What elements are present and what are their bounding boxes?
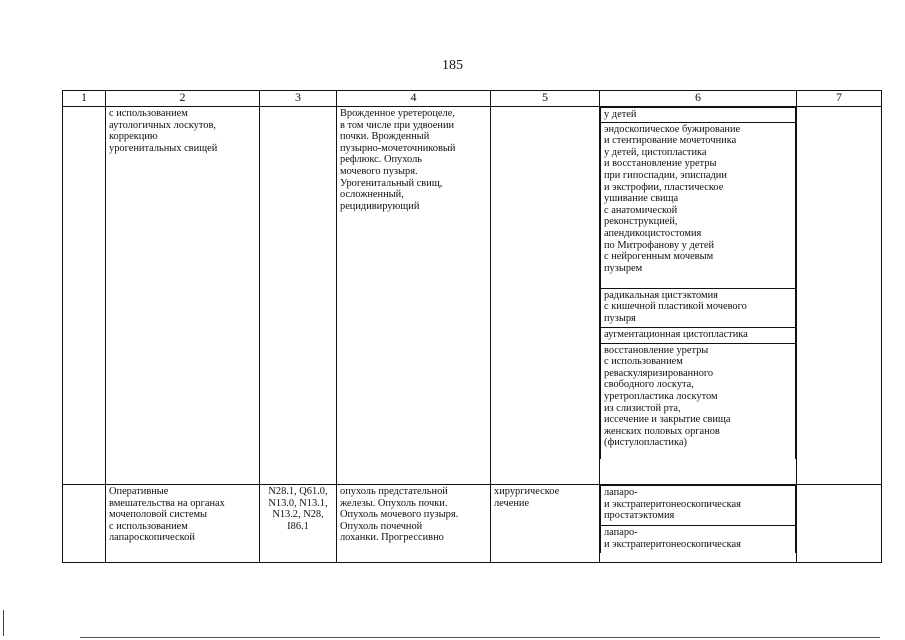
header-col-3: 3 [260, 91, 337, 107]
row2-col7 [797, 485, 882, 563]
table-row [63, 485, 882, 563]
row1-col1 [63, 107, 106, 485]
method-item: у детей [601, 108, 796, 123]
row1-codes [260, 107, 337, 485]
method-item: эндоскопическое бужирование и стентирование мочеточника у детей, цистопластика и восстановление уретры при гипоспадии, эписпадии и экстрофии, пластическое ушивание свища с анатомической реконструкцией, апендикоцистостомия по Митрофанову у детей с нейрогенным мочевым пузырем [601, 122, 796, 288]
header-col-1: 1 [63, 91, 106, 107]
row2-codes: N28.1, Q61.0, N13.0, N13.1, N13.2, N28, I86.1 [260, 485, 337, 563]
page-number: 185 [442, 58, 463, 73]
row2-methods-list [600, 485, 797, 563]
header-col-6: 6 [600, 91, 797, 107]
method-item: восстановление уретры с использованием реваскуляризированного свободного лоскута, уретропластика лоскутом из слизистой рта, иссечение и закрытие свища женских половых органов (фистулопластика) [601, 343, 796, 459]
method-item: лапаро- и экстраперитонеоскопическая [601, 526, 796, 554]
row2-treatment-type: хирургическое лечение [491, 485, 600, 563]
table-row [63, 107, 882, 485]
row2-diagnosis: опухоль предстательной железы. Опухоль почки. Опухоль мочевого пузыря. Опухоль почечной лоханки. Прогрессивно [337, 485, 491, 563]
row1-diagnosis: Врожденное уретероцеле, в том числе при удвоении почки. Врожденный пузырно-мочеточниковый рефлюкс. Опухоль мочевого пузыря. Урогенитальный свищ, осложненный, рецидивирующий [337, 107, 491, 485]
row1-col7 [797, 107, 882, 485]
header-col-2: 2 [106, 91, 260, 107]
procedures-table [62, 90, 882, 563]
bottom-divider [80, 637, 880, 638]
header-row [63, 91, 882, 107]
header-col-5: 5 [491, 91, 600, 107]
header-col-4: 4 [337, 91, 491, 107]
row1-method-description: с использованием аутологичных лоскутов, коррекцию урогенитальных свищей [106, 107, 260, 485]
header-col-7: 7 [797, 91, 882, 107]
row1-treatment-type [491, 107, 600, 485]
row2-method-description: Оперативные вмешательства на органах мочеполовой системы с использованием лапароскопической [106, 485, 260, 563]
method-item: радикальная цистэктомия с кишечной пластикой мочевого пузыря [601, 288, 796, 327]
row2-col1 [63, 485, 106, 563]
method-item: аугментационная цистопластика [601, 327, 796, 343]
row1-methods-list [600, 107, 797, 485]
row1-methods-subtable [600, 107, 796, 459]
scan-edge-mark [3, 610, 4, 636]
row2-methods-subtable [600, 485, 796, 553]
method-item: лапаро- и экстраперитонеоскопическая простатэктомия [601, 486, 796, 526]
